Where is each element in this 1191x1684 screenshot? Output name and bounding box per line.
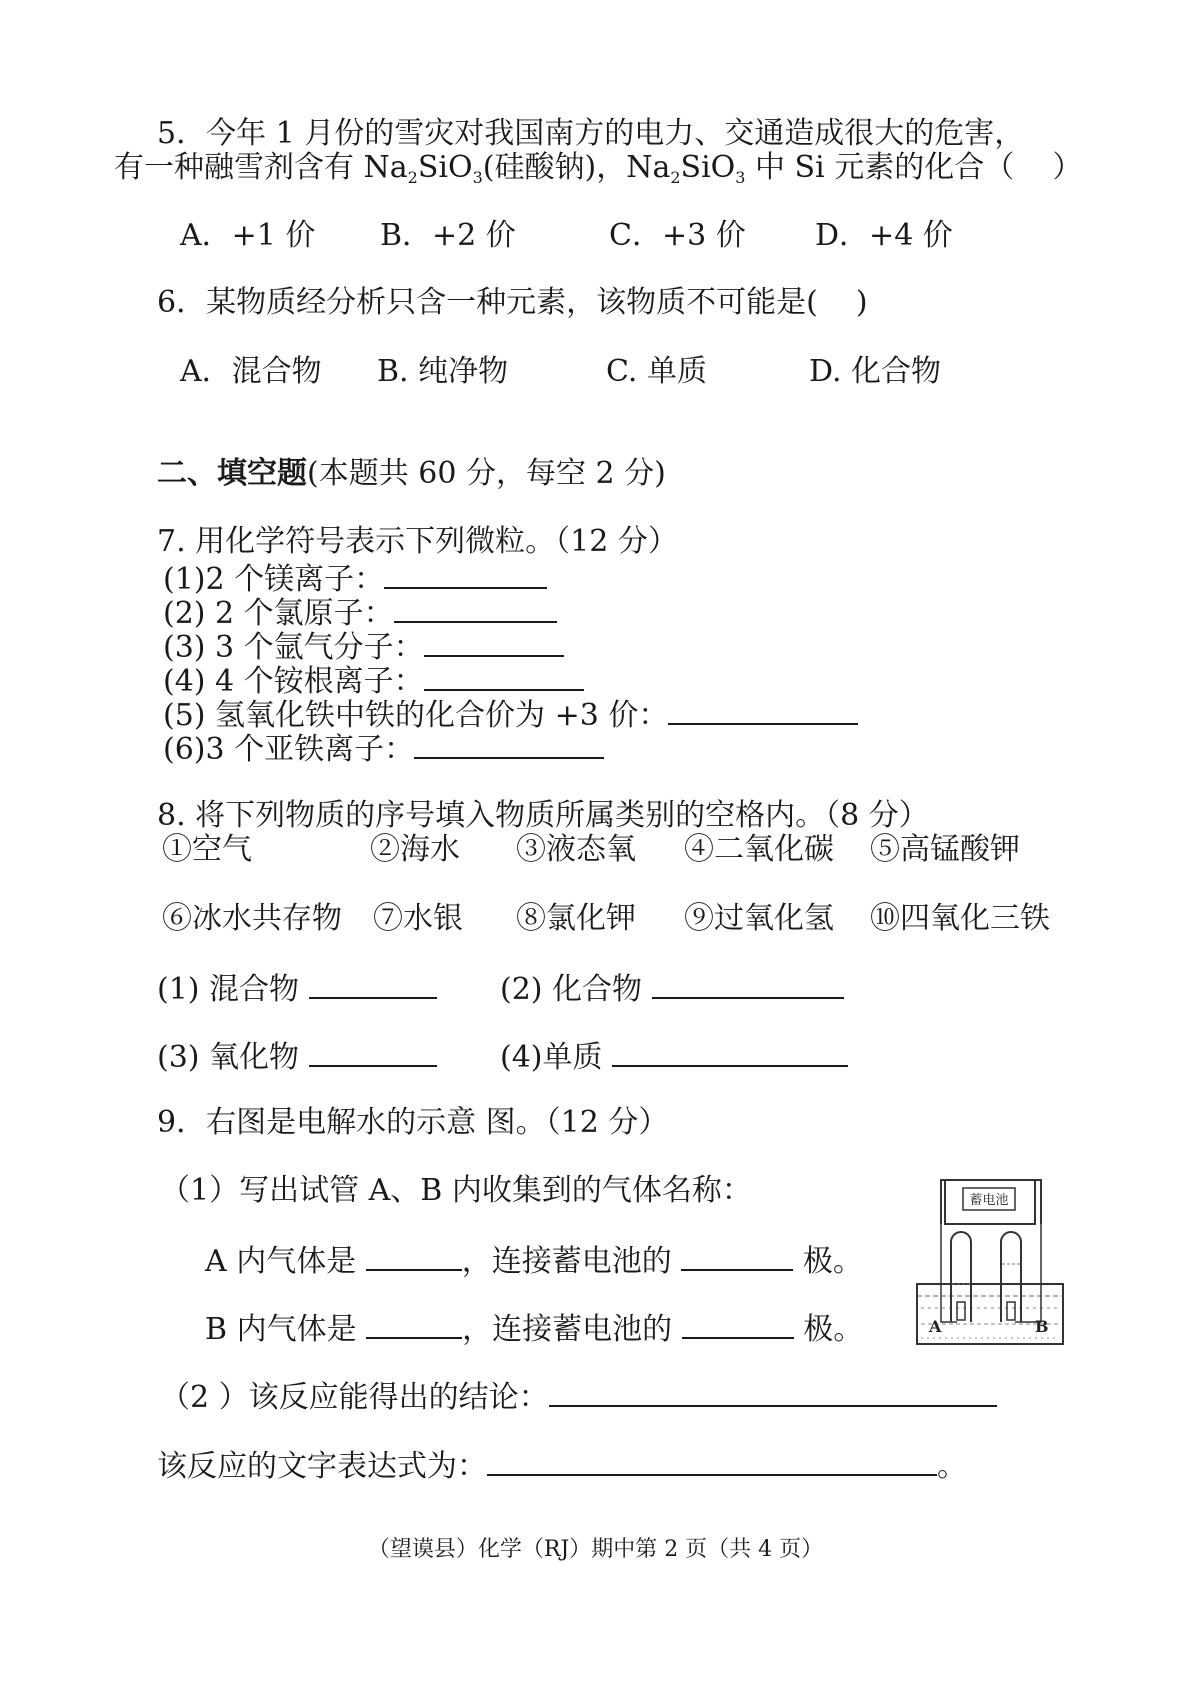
- q6-option-c: C. 单质: [606, 354, 707, 389]
- q6-stem: 6．某物质经分析只含一种元素，该物质不可能是( ): [157, 285, 868, 320]
- q5-option-a: A．+1 价: [180, 218, 316, 253]
- q9-b-mid: ，连接蓄电池的: [462, 1312, 673, 1347]
- q5-option-d: D．+4 价: [815, 218, 953, 253]
- q6-option-a: A．混合物: [180, 354, 322, 389]
- q9-b-label: B 内气体是: [205, 1312, 357, 1347]
- q8-category-3: [157, 1037, 437, 1076]
- q7-stem: 7. 用化学符号表示下列微粒。（12 分）: [157, 524, 678, 559]
- q7-item-2-label: (2) 2 个氯原子：: [163, 596, 394, 631]
- q9-conclusion-blank[interactable]: [549, 1377, 997, 1407]
- q7-item-4-label: (4) 4 个铵根离子：: [163, 664, 424, 699]
- q6-option-d: D. 化合物: [809, 354, 942, 389]
- q5-text-e: 中 Si 元素的化合（ ）: [745, 150, 1083, 185]
- q8-substance-5: ⑤高锰酸钾: [870, 832, 1020, 867]
- q5-sub-2: 3: [472, 168, 483, 187]
- q8-substance-3: ③液态氧: [516, 832, 636, 867]
- q9-part-2: [160, 1377, 997, 1416]
- q8-category-1-label: (1) 混合物: [157, 972, 300, 1007]
- q7-blank-5[interactable]: [668, 695, 858, 725]
- q6-option-b: B. 纯净物: [377, 354, 509, 389]
- q9-b-row: [205, 1309, 863, 1348]
- q5-option-c: C．+3 价: [609, 218, 746, 253]
- q8-category-4-label: (4)单质: [500, 1040, 603, 1075]
- q5-line-2: [114, 150, 1082, 196]
- q7-item-6: [163, 729, 604, 768]
- q9-b-end: 极。: [803, 1312, 864, 1347]
- q9-expression-period: 。: [937, 1449, 967, 1484]
- tube-b-label: B: [1035, 1317, 1049, 1336]
- q7-item-6-label: (6)3 个亚铁离子：: [163, 732, 415, 767]
- q8-blank-2[interactable]: [652, 969, 844, 999]
- q5-option-b: B．+2 价: [380, 218, 516, 253]
- q7-blank-3[interactable]: [424, 627, 564, 657]
- q8-substance-4: ④二氧化碳: [684, 832, 834, 867]
- q9-b-gas-blank[interactable]: [366, 1309, 462, 1339]
- q5-line-1: 5．今年 1 月份的雪灾对我国南方的电力、交通造成很大的危害，: [157, 116, 1025, 151]
- page-footer: （望谟县）化学（RJ）期中第 2 页（共 4 页）: [367, 1537, 824, 1562]
- q5-text-c: (硅酸钠)，Na: [482, 150, 671, 185]
- section-note: (本题共 60 分，每空 2 分): [307, 456, 666, 491]
- q8-substance-2: ②海水: [370, 832, 460, 867]
- q8-substance-1: ①空气: [162, 832, 252, 867]
- q7-item-5-label: (5) 氢氧化铁中铁的化合价为 +3 价：: [163, 698, 669, 733]
- q8-category-3-label: (3) 氧化物: [157, 1040, 300, 1075]
- q8-category-2: [500, 969, 844, 1008]
- q5-text-d: SiO: [680, 150, 736, 185]
- q8-category-2-label: (2) 化合物: [500, 972, 643, 1007]
- q8-substance-8: ⑧氯化钾: [516, 901, 636, 936]
- q8-stem: 8. 将下列物质的序号填入物质所属类别的空格内。（8 分）: [157, 798, 929, 833]
- q8-category-1: [157, 969, 437, 1008]
- q9-part-1: （1）写出试管 A、B 内收集到的气体名称：: [160, 1173, 752, 1208]
- q8-substance-6: ⑥冰水共存物: [162, 901, 342, 936]
- q7-item-3-label: (3) 3 个氩气分子：: [163, 630, 424, 665]
- q7-blank-2[interactable]: [394, 593, 557, 623]
- q8-substance-7: ⑦水银: [373, 901, 463, 936]
- q5-sub-1: 2: [407, 168, 418, 187]
- q5-text-a: 有一种融雪剂含有 Na: [114, 150, 408, 185]
- q9-stem: 9．右图是电解水的示意 图。（12 分）: [157, 1105, 669, 1140]
- q9-a-pole-blank[interactable]: [681, 1241, 793, 1271]
- q7-item-1-label: (1)2 个镁离子：: [163, 562, 385, 597]
- q9-a-row: [205, 1241, 863, 1280]
- q9-a-label: A 内气体是: [205, 1244, 357, 1279]
- battery-label: 蓄电池: [969, 1193, 1009, 1208]
- q9-b-pole-blank[interactable]: [682, 1309, 794, 1339]
- q9-a-end: 极。: [802, 1244, 863, 1279]
- q9-part-2-label: （2 ）该反应能得出的结论：: [160, 1380, 549, 1415]
- q8-substance-10: ⑩四氧化三铁: [870, 901, 1050, 936]
- q5-text-b: SiO: [417, 150, 473, 185]
- q9-expression: [157, 1446, 967, 1485]
- q8-category-4: [500, 1037, 848, 1076]
- q5-sub-3: 2: [670, 168, 681, 187]
- q9-a-gas-blank[interactable]: [366, 1241, 462, 1271]
- q9-a-mid: ，连接蓄电池的: [461, 1244, 672, 1279]
- tube-a-label: A: [929, 1317, 942, 1336]
- q7-blank-4[interactable]: [424, 661, 584, 691]
- q9-expression-blank[interactable]: [487, 1446, 937, 1476]
- section-heading: [157, 456, 666, 492]
- section-title: 二、填空题: [157, 456, 307, 491]
- q7-blank-1[interactable]: [384, 559, 547, 589]
- q8-blank-4[interactable]: [612, 1037, 848, 1067]
- q9-expression-label: 该反应的文字表达式为：: [157, 1449, 487, 1484]
- electrolysis-diagram: [915, 1172, 1065, 1348]
- q8-substance-9: ⑨过氧化氢: [684, 901, 834, 936]
- q7-blank-6[interactable]: [414, 729, 604, 759]
- q5-sub-4: 3: [735, 168, 746, 187]
- q8-blank-3[interactable]: [309, 1037, 437, 1067]
- q8-blank-1[interactable]: [309, 969, 437, 999]
